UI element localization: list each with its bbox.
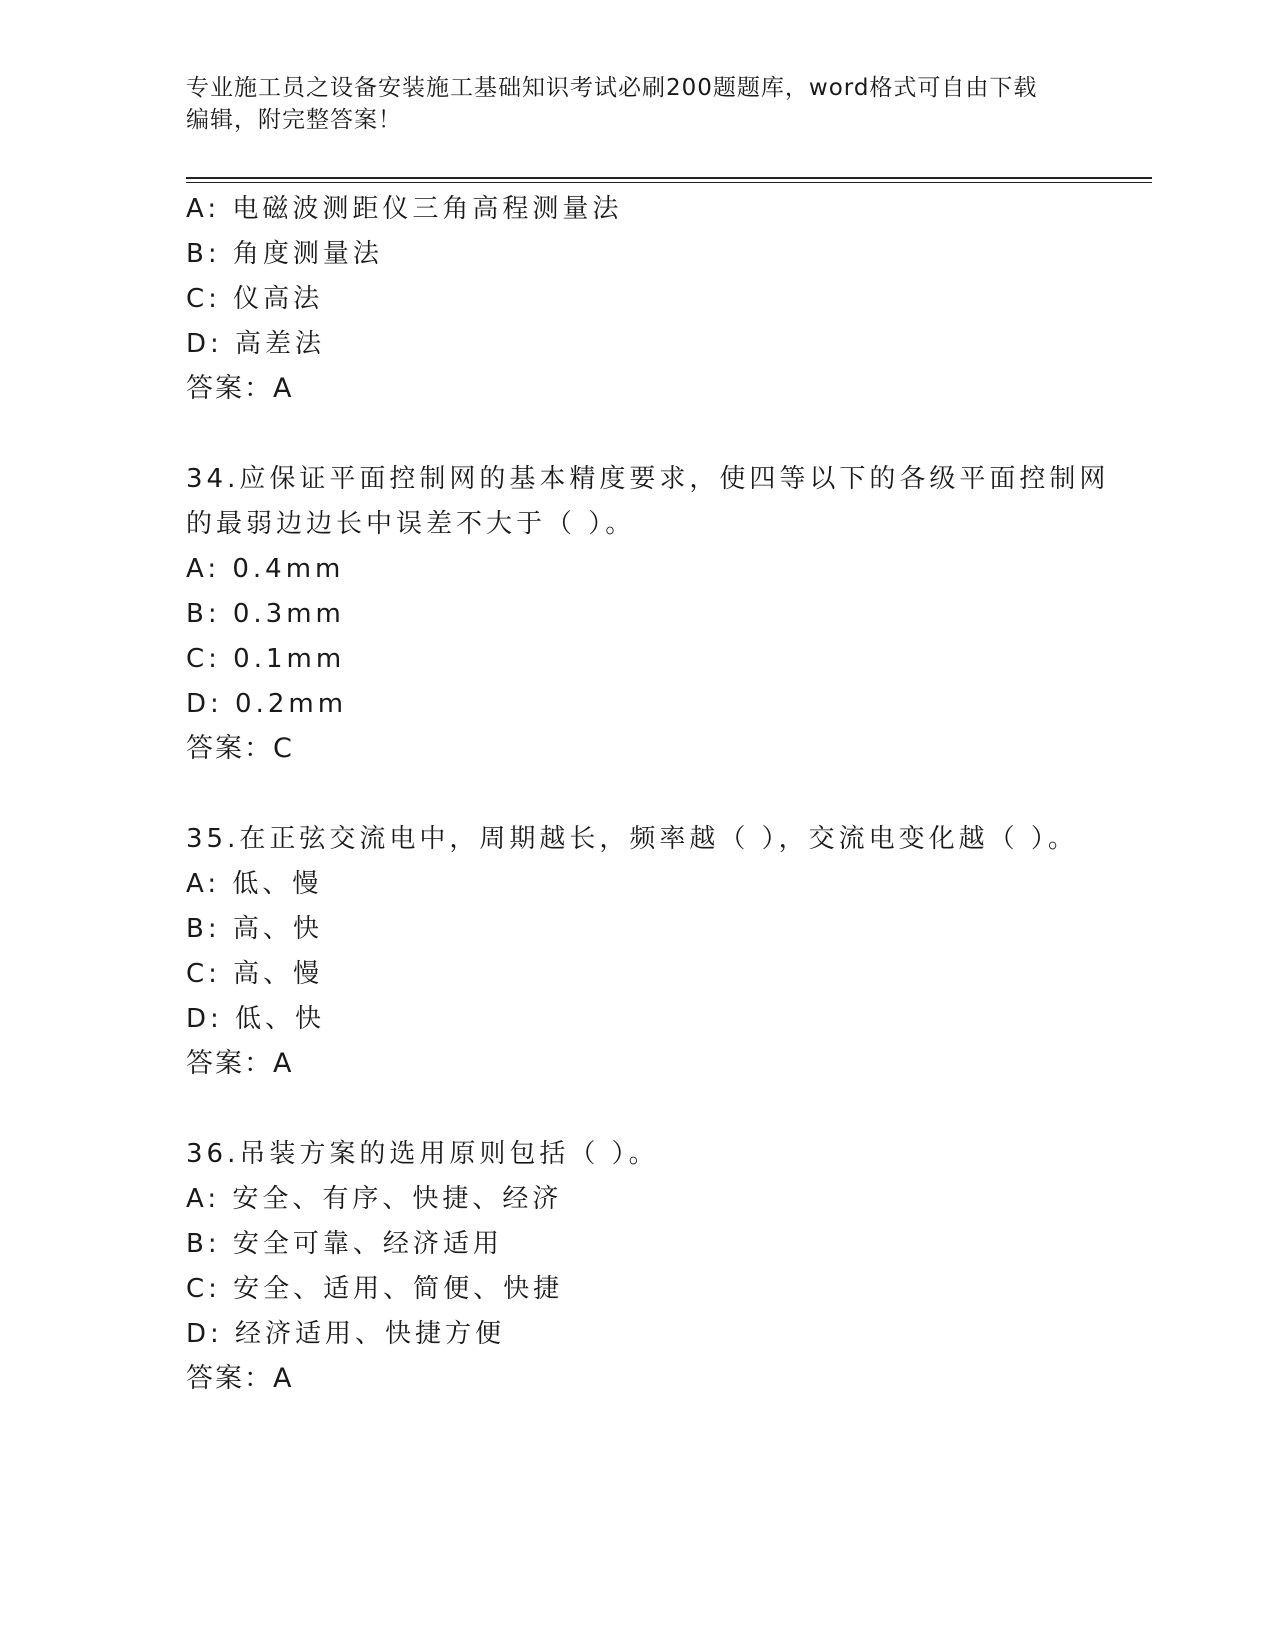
- q36-answer: 答案：A: [186, 1363, 294, 1394]
- q34-option-b: B: 0.3mm: [186, 599, 345, 629]
- q36-option-c: C: 安全、适用、简便、快捷: [186, 1274, 564, 1304]
- document-header: [186, 72, 1066, 136]
- header-divider-thick: [186, 177, 1152, 179]
- q33-option-a: A: 电磁波测距仪三角高程测量法: [186, 194, 623, 224]
- header-divider-thin: [186, 182, 1152, 183]
- q35-option-b: B: 高、快: [186, 914, 323, 944]
- q33-option-d: D: 高差法: [186, 329, 326, 359]
- q35-stem-line-1: 35.在正弦交流电中，周期越长，频率越（ ），交流电变化越（ ）。: [186, 824, 1078, 854]
- q35-option-a: A: 低、慢: [186, 869, 323, 899]
- header-title-line-2: 编辑，附完整答案！: [186, 107, 402, 133]
- q36-option-d: D: 经济适用、快捷方便: [186, 1319, 506, 1349]
- q34-option-a: A: 0.4mm: [186, 554, 345, 584]
- q34-answer: 答案：C: [186, 733, 294, 764]
- q34-option-d: D: 0.2mm: [186, 689, 348, 719]
- q36-option-a: A: 安全、有序、快捷、经济: [186, 1184, 563, 1214]
- q33-option-b: B: 角度测量法: [186, 239, 383, 269]
- q35-answer: 答案：A: [186, 1048, 294, 1079]
- q34-option-c: C: 0.1mm: [186, 644, 346, 674]
- q33-answer: 答案：A: [186, 373, 294, 404]
- q35-option-d: D: 低、快: [186, 1004, 326, 1034]
- header-title-line-1: 专业施工员之设备安装施工基础知识考试必刷200题题库，word格式可自由下载: [186, 75, 1038, 101]
- q34-stem-line-2: 的最弱边边长中误差不大于（ ）。: [186, 509, 636, 539]
- q33-option-c: C: 仪高法: [186, 284, 324, 314]
- q36-option-b: B: 安全可靠、经济适用: [186, 1229, 503, 1259]
- q34-stem-line-1: 34.应保证平面控制网的基本精度要求，使四等以下的各级平面控制网: [186, 464, 1110, 494]
- q35-option-c: C: 高、慢: [186, 959, 324, 989]
- q36-stem-line-1: 36.吊装方案的选用原则包括（ ）。: [186, 1139, 659, 1169]
